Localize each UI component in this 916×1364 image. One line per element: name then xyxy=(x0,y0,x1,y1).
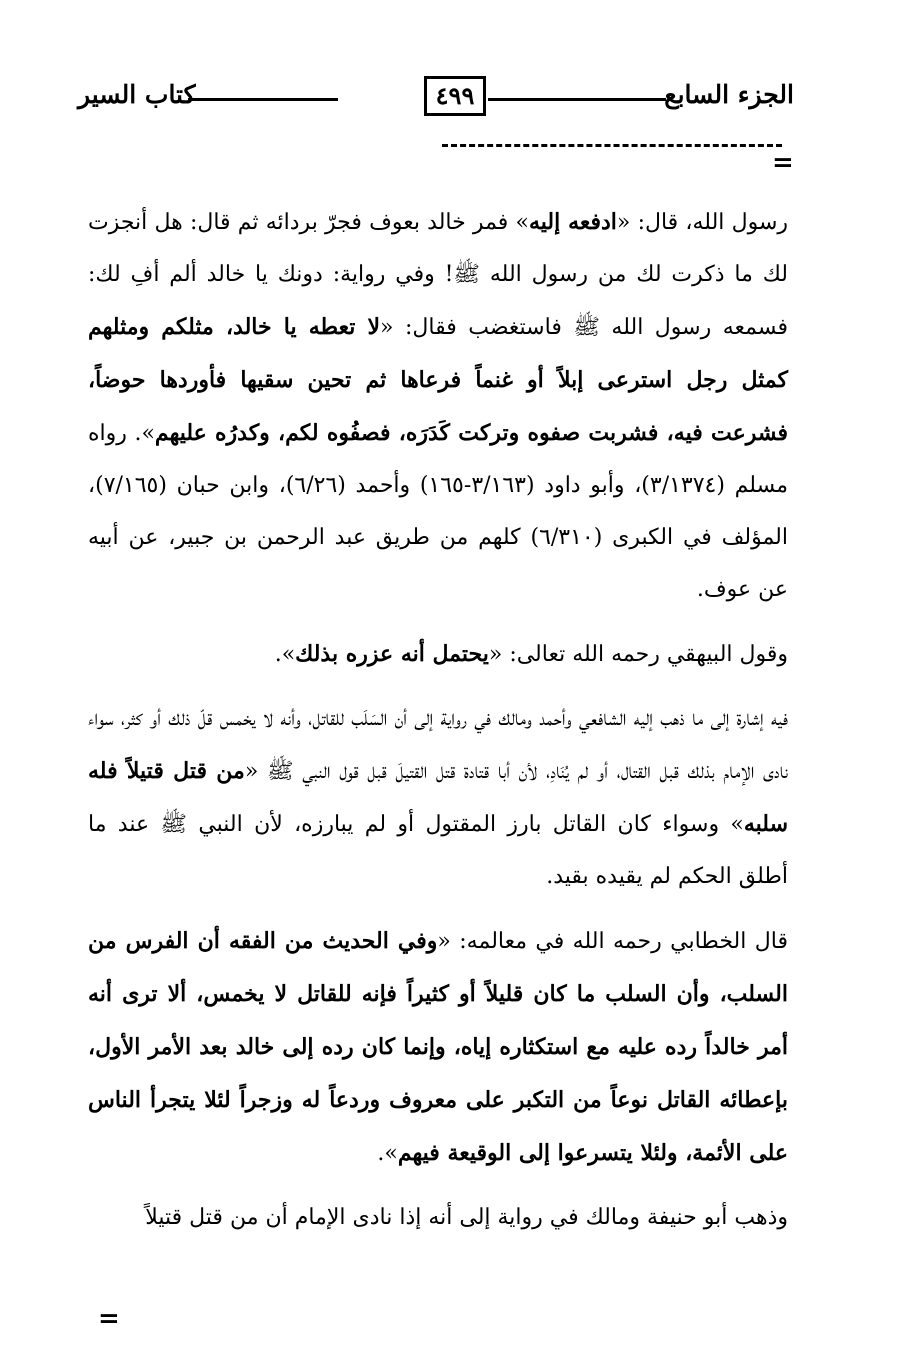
page-number: ٤٩٩ xyxy=(424,76,486,116)
header-book-title: كتاب السير xyxy=(78,80,196,109)
p1-text-2: » فمر خالد بعوف فجرّ بردائه ثم قال: هل أنجزت لك ما ذكرت لك من رسول الله ﷺ! وفي رواية: دونك يا خالد ألم أفِ لك: فسمعه رسول الله ﷺ فاستغضب فقال: « xyxy=(88,210,789,340)
page-body xyxy=(88,196,788,1244)
p1-text-1: رسول الله، قال: « xyxy=(616,210,788,235)
header-rule-left xyxy=(188,98,338,101)
p1-text-3: ». رواه مسلم (٣/١٣٧٤)، وأبو داود (٣/١٦٣-١٦٥) وأحمد (٦/٢٦)، وابن حبان (٧/١٦٥)، المؤلف في الكبرى (٦/٣١٠) كلهم من طريق عبد الرحمن بن جبير، عن أبيه عن عوف. xyxy=(88,421,788,602)
p3-text-1: فيه إشارة إلى ما ذهب إليه الشافعي وأحمد ومالك في رواية إلى أن السَلَب للقاتل، وأنه لا يخمس قلّ ذلك أو كثر، سواء نادى الإمام بذلك قبل القتال، أو لم يُنَادِ، لأن أبا قتادة قتل القتيلَ قبل قول النبي ﷺ « xyxy=(88,706,789,784)
paragraph-3 xyxy=(88,693,788,903)
p2-text-1: وقول البيهقي رحمه الله تعالى: « xyxy=(488,642,788,667)
divider-mark-top: = xyxy=(772,148,794,178)
p4-text-2: ». xyxy=(377,1141,398,1166)
paragraph-5: وذهب أبو حنيفة ومالك في رواية إلى أنه إذا نادى الإمام أن من قتل قتيلاً xyxy=(145,1205,788,1230)
p2-quote: يحتمل أنه عزره بذلك xyxy=(295,641,489,667)
header-rule-right xyxy=(488,98,666,101)
p4-quote: وفي الحديث من الفقه أن الفرس من السلب، وأن السلب ما كان قليلاً أو كثيراً فإنه للقاتل لا يخمس، ألا ترى أنه أمر خالداً رده عليه مع استكثاره إياه، وإنما كان رده إلى خالد بعد الأمر الأول، بإعطائه القاتل نوعاً من التكبر على معروف وردعاً له وزجراً لئلا يتجرأ الناس على الأئمة، ولئلا يتسرعوا إلى الوقيعة فيهم xyxy=(88,928,788,1166)
paragraph-4 xyxy=(88,915,788,1180)
header-dashed-rule xyxy=(442,144,782,147)
p3-text-2: » وسواء كان القاتل بارز المقتول أو لم يبارزه، لأن النبي ﷺ عند ما أطلق الحكم لم يقيده بقيد. xyxy=(88,812,788,889)
divider-mark-bottom: = xyxy=(98,1304,120,1334)
p1-hadith-2: لا تعطه يا خالد، مثلكم ومثلهم كمثل رجل استرعى إبلاً أو غنماً فرعاها ثم تحين سقيها فأوردها حوضاً، فشرعت فيه، فشربت صفوه وتركت كَدَرَه، فصفُوه لكم، وكدرُه عليهم xyxy=(88,314,788,446)
running-header xyxy=(78,72,794,132)
p1-hadith-1: ادفعه إليه xyxy=(528,209,617,235)
p3-hadith: من قتل قتيلاً فله سلبه xyxy=(88,758,789,837)
p4-text-1: قال الخطابي رحمه الله في معالمه: « xyxy=(437,929,788,954)
header-part-title: الجزء السابع xyxy=(664,80,794,109)
paragraph-1 xyxy=(88,196,788,616)
paragraph-2 xyxy=(88,628,788,681)
p2-text-2: ». xyxy=(274,642,296,667)
